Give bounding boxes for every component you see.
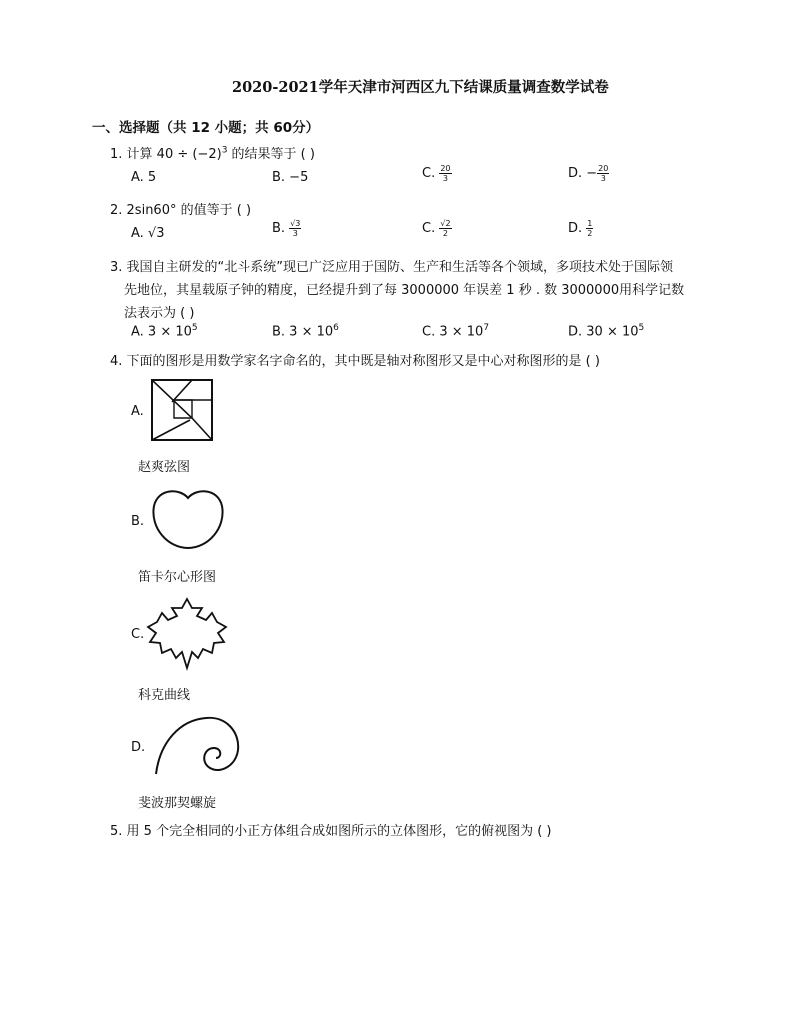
question-4-stem: 4. 下面的图形是用数学家名字命名的，其中既是轴对称图形又是中心对称图形的是 ( ) [110, 354, 600, 369]
q4-option-a-caption: 赵爽弦图 [138, 460, 191, 475]
q2-option-b[interactable]: B. $\frac{√3}{3}$ [272, 219, 301, 238]
q4-option-d-caption: 斐波那契螺旋 [138, 796, 217, 811]
question-5-stem: 5. 用 5 个完全相同的小正方体组合成如图所示的立体图形，它的俯视图为 ( ) [110, 824, 552, 839]
q2-option-c[interactable]: C. $\frac{√2}{2}$ [422, 219, 451, 238]
q1-option-c[interactable]: C. $\frac{20}{3}$ [422, 164, 451, 183]
q1-option-a[interactable]: A. 5 [131, 170, 157, 185]
q4-option-b-label[interactable]: B. [131, 514, 145, 529]
q3-option-d[interactable]: D. $30 \times 10^5$ [568, 323, 645, 340]
question-3-line-2: 先地位，其星载原子钟的精度，已经提升到了每 3000000 年误差 1 秒 . 数 3000000用科学记数 [124, 283, 685, 298]
q3-option-c[interactable]: C. $3 \times 10^7$ [422, 323, 490, 340]
q3-option-a[interactable]: A. $3 \times 10^5$ [131, 323, 198, 340]
q1-option-d[interactable]: D. − $\frac{20}{3}$ [568, 164, 609, 183]
question-1-stem: 1. 计算 $40 \div (-2)^3$ 的结果等于 ( ) [110, 145, 315, 162]
page-title: 2020-2021学年天津市河西区九下结课质量调查数学试卷 [232, 79, 609, 96]
koch-snowflake-figure[interactable] [146, 596, 228, 672]
q4-option-c-label[interactable]: C. [131, 627, 145, 642]
fibonacci-spiral-figure[interactable] [150, 712, 242, 778]
q1-option-b[interactable]: B. −5 [272, 170, 309, 185]
zhao-shuang-figure[interactable] [150, 378, 214, 442]
q4-option-d-label[interactable]: D. [131, 740, 146, 755]
question-3-line-1: 3. 我国自主研发的“北斗系统”现已广泛应用于国防、生产和生活等各个领域，多项技术处于国际领 [110, 260, 674, 275]
section-heading: 一、选择题（共 12 小题；共 60分） [92, 120, 320, 136]
q4-option-a-label[interactable]: A. [131, 404, 144, 419]
q4-option-b-caption: 笛卡尔心形图 [138, 570, 217, 585]
cardioid-figure[interactable] [150, 486, 226, 552]
q4-option-c-caption: 科克曲线 [138, 688, 191, 703]
question-3-line-3: 法表示为 ( ) [124, 306, 195, 321]
question-2-stem: 2. 2sin60° 的值等于 ( ) [110, 203, 252, 218]
q2-option-d[interactable]: D. $\frac{1}{2}$ [568, 219, 593, 238]
q2-option-a[interactable]: A. √3 [131, 226, 165, 241]
q3-option-b[interactable]: B. $3 \times 10^6$ [272, 323, 339, 340]
